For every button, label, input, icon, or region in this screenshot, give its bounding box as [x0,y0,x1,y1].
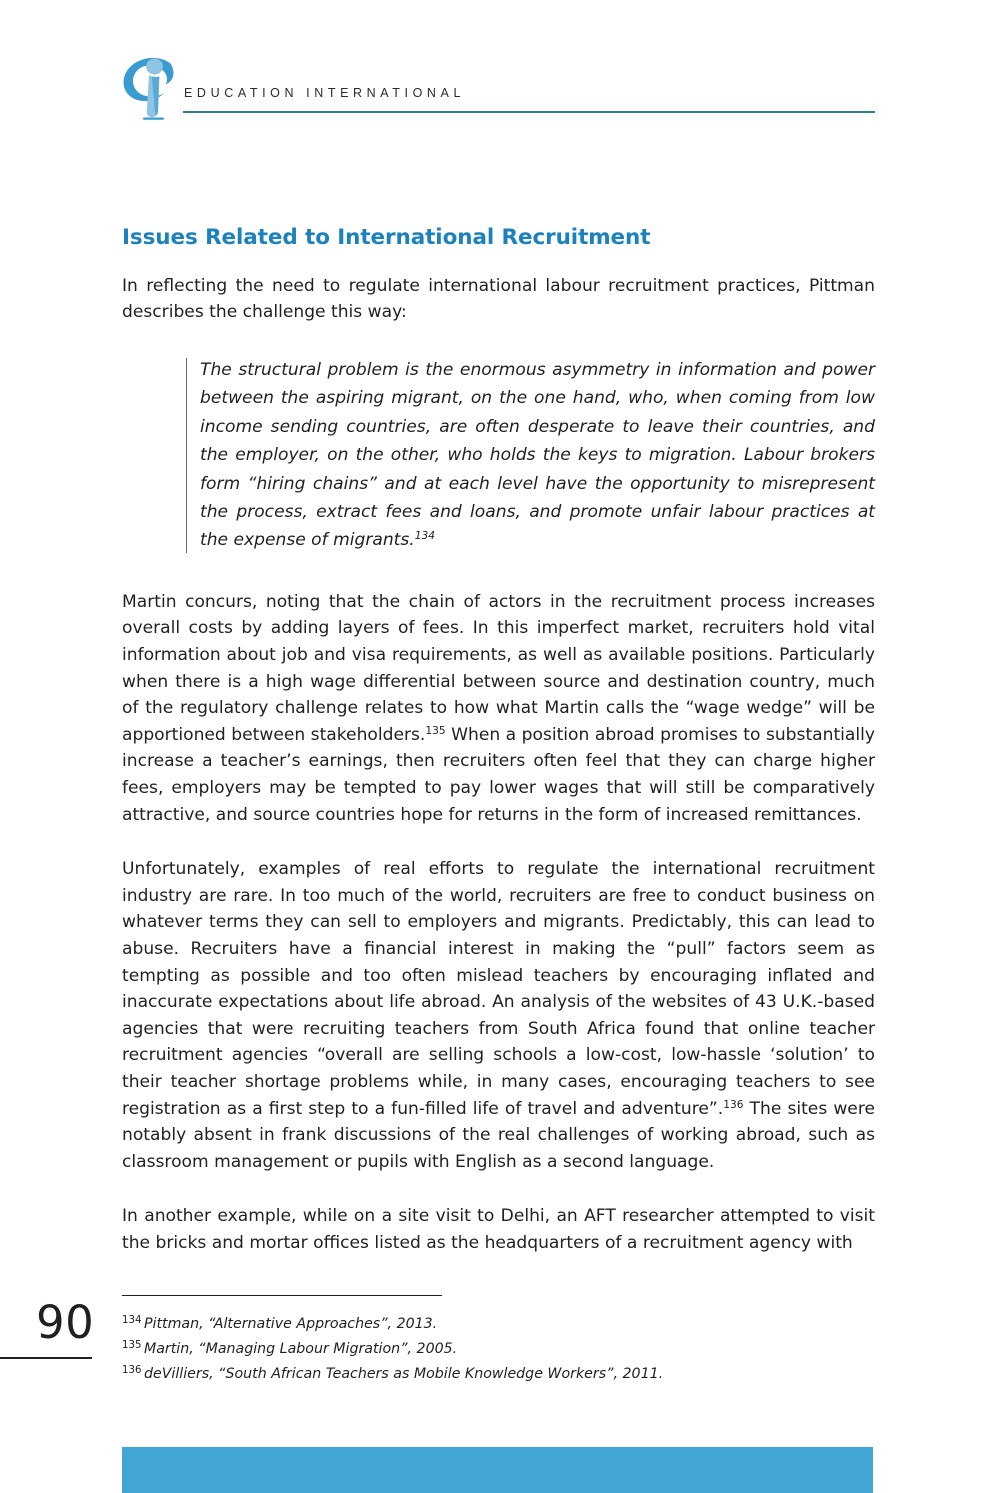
footer-accent-bar [122,1447,873,1493]
intro-paragraph: In reflecting the need to regulate international labour recruitment practices, Pittman describes the challenge this way: [122,275,875,323]
blockquote-rule [186,358,187,553]
paragraph-3-part-1: Unfortunately, examples of real efforts to regulate the international recruitment industry are rare. In too much of the world, recruiters are free to conduct business on whatever terms they can sell to employers and migrants. Predictably, this can lead to abuse. Recruiters have a financial interest in making the “pull” factors seem as tempting as possible and too often mislead teachers by encouraging inflated and inaccurate expectations about life abroad. An analysis of the websites of 43 U.K.-based agencies that were recruiting teachers from South Africa found that online teacher recruitment agencies “overall are selling schools a low-cost, low-hassle ‘solution’ to their teacher shortage problems while, in many cases, encouraging teachers to see registration as a first step to a fun-filled life of travel and adventure”. [122,859,875,1119]
footnote-number: 134 [122,1315,142,1326]
footnote-item [122,1335,882,1360]
footnote-ref-136[interactable]: 136 [723,1098,744,1111]
paragraph-martin-concurs [122,589,875,828]
paragraph-unfortunately [122,856,875,1175]
page-header [122,52,875,124]
education-international-logo-icon [122,54,184,120]
footnote-item [122,1310,882,1335]
blockquote-text [200,356,875,555]
page-number: 90 [36,1296,95,1349]
footnote-separator-rule [122,1295,442,1296]
header-divider-rule [183,111,875,113]
footnote-text: Martin, “Managing Labour Migration”, 2005. [143,1341,458,1358]
organization-name: EDUCATION INTERNATIONAL [184,86,466,100]
footnote-number: 135 [122,1340,142,1352]
footnote-text: Pittman, “Alternative Approaches”, 2013. [143,1316,438,1333]
paragraph-2-part-1: Martin concurs, noting that the chain of actors in the recruitment process increases overall costs by adding layers of fees. In this imperfect market, recruiters hold vital information about job and visa requirements, as well as available positions. Particularly when there is a high wage differential between source and destination country, much of the regulatory challenge relates to how what Martin calls the “wage wedge” will be apportioned between stakeholders. [122,591,875,745]
paragraph-3-part-2: The sites were notably absent in frank discussions of the real challenges of working abroad, such as classroom management or pupils with English as a second language. [122,1098,875,1172]
blockquote-body: The structural problem is the enormous asymmetry in information and power between the aspiring migrant, on the one hand, who, when coming from low income sending countries, are often desperate to leave their countries, and the employer, on the other, who holds the keys to migration. Labour brokers form “hiring chains” and at each level have the opportunity to misrepresent the process, extract fees and loans, and promote unfair labour practices at the expense of migrants. [200,359,875,551]
paragraph-another-example: In another example, while on a site visit to Delhi, an AFT researcher attempted to visit the bricks and mortar offices listed as the headquarters of a recruitment agency with [122,1206,875,1253]
page-title: Issues Related to International Recruitment [122,225,651,250]
blockquote [122,356,875,555]
page-content [122,225,875,1256]
footnote-list [122,1310,882,1385]
footnote-number: 136 [122,1365,142,1377]
footnote-ref-134[interactable]: 134 [414,530,435,543]
footnote-text: deVilliers, “South African Teachers as Mobile Knowledge Workers”, 2011. [143,1366,664,1383]
footnote-item [122,1360,882,1385]
page-number-rule [0,1357,92,1359]
footnote-ref-135[interactable]: 135 [425,724,446,737]
paragraph-2-part-2: When a position abroad promises to substantially increase a teacher’s earnings, then recruiters often feel that they can charge higher fees, employers may be tempted to pay lower wages that will still be comparatively attractive, and source countries hope for returns in the form of increased remittances. [122,724,875,825]
